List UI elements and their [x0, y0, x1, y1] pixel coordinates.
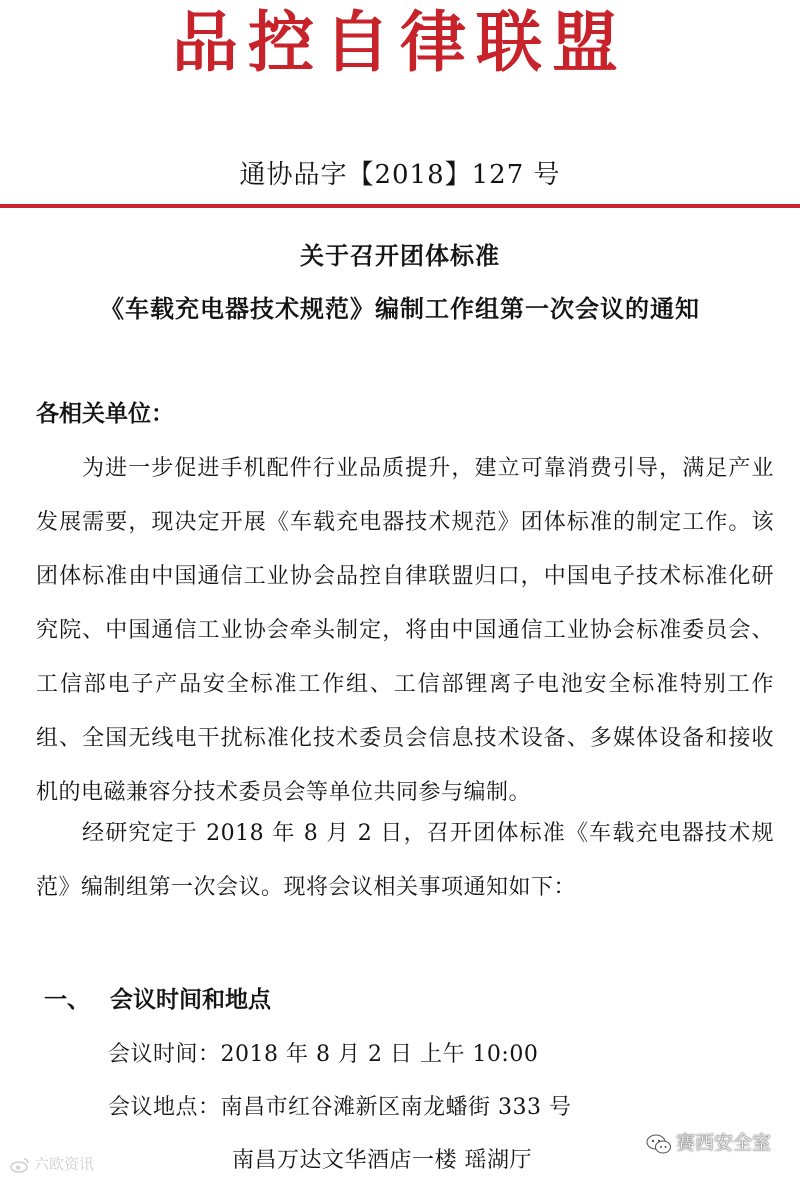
- notice-title-line2: 《车载充电器技术规范》编制工作组第一次会议的通知: [100, 295, 700, 323]
- watermark-left: [10, 1153, 94, 1174]
- watermark-right: [646, 1128, 771, 1155]
- meeting-time: 会议时间：2018 年 8 月 2 日 上午 10:00: [108, 1042, 539, 1067]
- weibo-logo-icon: [10, 1157, 30, 1173]
- salutation: 各相关单位：: [36, 401, 174, 427]
- watermark-left-text: 六欧资讯: [34, 1155, 95, 1173]
- section-heading-1: [44, 982, 271, 1018]
- body-paragraph-1: 为进一步促进手机配件行业品质提升，建立可靠消费引导，满足产业发展需要，现决定开展《车载充电器技术规范》团体标准的制定工作。该团体标准由中国通信工业协会品控自律联盟归口，中国电子技术标准化研究院、中国通信工业协会牵头制定，将由中国通信工业协会标准委员会、工信部电子产品安全标准工作组、工信部锂离子电池安全标准特别工作组、全国无线电干扰标准化技术委员会信息技术设备、多媒体设备和接收机的电磁兼容分技术委员会等单位共同参与编制。: [36, 456, 774, 805]
- wechat-logo-icon: [646, 1133, 672, 1155]
- red-divider: [0, 204, 800, 208]
- notice-title-line1: 关于召开团体标准: [300, 242, 500, 270]
- masthead: 品控自律联盟: [172, 3, 628, 81]
- watermark-right-text: 赛西安全室: [676, 1132, 772, 1154]
- body-paragraph-2: 经研究定于 2018 年 8 月 2 日，召开团体标准《车载充电器技术规范》编制组第一次会议。现将会议相关事项通知如下：: [36, 821, 774, 900]
- meeting-place: 会议地点：南昌市红谷滩新区南龙蟠街 333 号: [108, 1095, 572, 1120]
- meeting-venue: 南昌万达文华酒店一楼 瑶湖厅: [232, 1148, 532, 1173]
- document-number: 通协品字【2018】127 号: [239, 160, 561, 190]
- section-number: 一、: [44, 987, 90, 1013]
- section-title: 会议时间和地点: [110, 987, 271, 1013]
